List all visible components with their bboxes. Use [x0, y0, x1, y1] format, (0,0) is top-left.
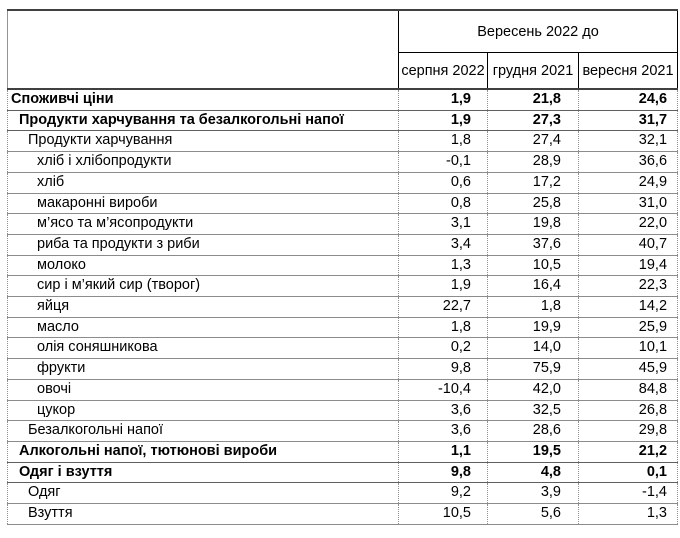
value-cell: -0,1 — [399, 152, 488, 173]
value-cell: 4,8 — [488, 462, 579, 483]
value-cell: 22,7 — [399, 297, 488, 318]
corner-cell — [8, 10, 399, 89]
value-cell: 0,6 — [399, 172, 488, 193]
value-cell: 19,4 — [579, 255, 678, 276]
value-cell: 5,6 — [488, 504, 579, 525]
value-cell: 14,0 — [488, 338, 579, 359]
value-cell: 3,1 — [399, 214, 488, 235]
table-row — [8, 421, 678, 442]
row-label: Одяг — [8, 483, 399, 504]
value-cell: 24,6 — [579, 89, 678, 110]
value-cell: 22,3 — [579, 276, 678, 297]
value-cell: 45,9 — [579, 359, 678, 380]
value-cell: 16,4 — [488, 276, 579, 297]
value-cell: 27,3 — [488, 110, 579, 131]
value-cell: 1,9 — [399, 110, 488, 131]
value-cell: 32,1 — [579, 131, 678, 152]
row-label: молоко — [8, 255, 399, 276]
value-cell: 19,9 — [488, 317, 579, 338]
value-cell: 84,8 — [579, 379, 678, 400]
table-row — [8, 89, 678, 110]
value-cell: 75,9 — [488, 359, 579, 380]
value-cell: 32,5 — [488, 400, 579, 421]
row-label: Споживчі ціни — [8, 89, 399, 110]
table-row — [8, 462, 678, 483]
value-cell: 37,6 — [488, 234, 579, 255]
table-row — [8, 317, 678, 338]
value-cell: 24,9 — [579, 172, 678, 193]
row-label: овочі — [8, 379, 399, 400]
row-label: масло — [8, 317, 399, 338]
value-cell: 1,1 — [399, 441, 488, 462]
table-row — [8, 338, 678, 359]
table-row — [8, 172, 678, 193]
row-label: олія соняшникова — [8, 338, 399, 359]
table-row — [8, 152, 678, 173]
table-row — [8, 131, 678, 152]
column-header-dec-2021: грудня 2021 — [488, 53, 579, 90]
value-cell: 9,2 — [399, 483, 488, 504]
row-label: хліб — [8, 172, 399, 193]
value-cell: -1,4 — [579, 483, 678, 504]
value-cell: -10,4 — [399, 379, 488, 400]
row-label: Продукти харчування — [8, 131, 399, 152]
value-cell: 0,8 — [399, 193, 488, 214]
table-header — [8, 10, 678, 89]
table-row — [8, 379, 678, 400]
value-cell: 10,5 — [488, 255, 579, 276]
value-cell: 22,0 — [579, 214, 678, 235]
value-cell: 1,3 — [579, 504, 678, 525]
value-cell: 28,6 — [488, 421, 579, 442]
value-cell: 29,8 — [579, 421, 678, 442]
table-row — [8, 483, 678, 504]
table-row — [8, 400, 678, 421]
value-cell: 0,2 — [399, 338, 488, 359]
header-group-label: Вересень 2022 до — [399, 10, 678, 53]
table-row — [8, 276, 678, 297]
value-cell: 1,8 — [399, 317, 488, 338]
value-cell: 1,9 — [399, 89, 488, 110]
value-cell: 31,7 — [579, 110, 678, 131]
value-cell: 17,2 — [488, 172, 579, 193]
value-cell: 36,6 — [579, 152, 678, 173]
value-cell: 10,5 — [399, 504, 488, 525]
table-row — [8, 359, 678, 380]
column-header-aug-2022: серпня 2022 — [399, 53, 488, 90]
value-cell: 1,8 — [399, 131, 488, 152]
row-label: риба та продукти з риби — [8, 234, 399, 255]
value-cell: 21,2 — [579, 441, 678, 462]
value-cell: 3,6 — [399, 421, 488, 442]
row-label: Безалкогольні напої — [8, 421, 399, 442]
value-cell: 1,8 — [488, 297, 579, 318]
value-cell: 0,1 — [579, 462, 678, 483]
value-cell: 3,4 — [399, 234, 488, 255]
row-label: Алкогольні напої, тютюнові вироби — [8, 441, 399, 462]
table-row — [8, 214, 678, 235]
row-label: Взуття — [8, 504, 399, 525]
row-label: цукор — [8, 400, 399, 421]
row-label: яйця — [8, 297, 399, 318]
table-row — [8, 255, 678, 276]
value-cell: 27,4 — [488, 131, 579, 152]
value-cell: 40,7 — [579, 234, 678, 255]
table-row — [8, 110, 678, 131]
row-label: Одяг і взуття — [8, 462, 399, 483]
row-label: макаронні вироби — [8, 193, 399, 214]
table-row — [8, 297, 678, 318]
header-group-row — [8, 10, 678, 53]
consumer-prices-table — [7, 9, 678, 525]
table-row — [8, 504, 678, 525]
value-cell: 31,0 — [579, 193, 678, 214]
value-cell: 26,8 — [579, 400, 678, 421]
row-label: фрукти — [8, 359, 399, 380]
value-cell: 28,9 — [488, 152, 579, 173]
value-cell: 9,8 — [399, 359, 488, 380]
value-cell: 19,5 — [488, 441, 579, 462]
table-body — [8, 89, 678, 524]
row-label: Продукти харчування та безалкогольні напої — [8, 110, 399, 131]
value-cell: 1,9 — [399, 276, 488, 297]
value-cell: 21,8 — [488, 89, 579, 110]
value-cell: 19,8 — [488, 214, 579, 235]
value-cell: 42,0 — [488, 379, 579, 400]
column-header-sep-2021: вересня 2021 — [579, 53, 678, 90]
table-row — [8, 441, 678, 462]
value-cell: 25,9 — [579, 317, 678, 338]
value-cell: 9,8 — [399, 462, 488, 483]
table-row — [8, 234, 678, 255]
value-cell: 10,1 — [579, 338, 678, 359]
value-cell: 25,8 — [488, 193, 579, 214]
row-label: м’ясо та м’ясопродукти — [8, 214, 399, 235]
value-cell: 14,2 — [579, 297, 678, 318]
table-row — [8, 193, 678, 214]
row-label: хліб і хлібопродукти — [8, 152, 399, 173]
row-label: сир і м’який сир (творог) — [8, 276, 399, 297]
value-cell: 3,6 — [399, 400, 488, 421]
value-cell: 1,3 — [399, 255, 488, 276]
value-cell: 3,9 — [488, 483, 579, 504]
